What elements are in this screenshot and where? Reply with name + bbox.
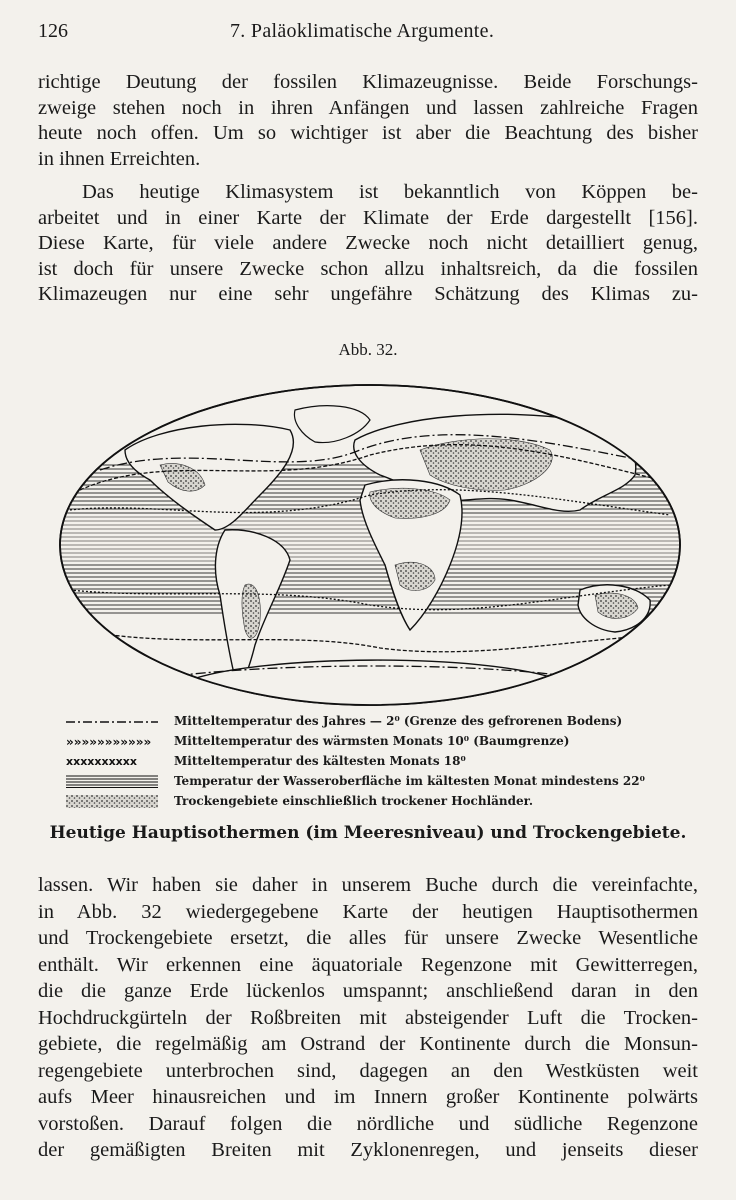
text-line: regengebiete unterbrochen sind, dagegen an den Westküsten weit — [38, 1059, 698, 1082]
text-line: ist doch für unsere Zwecke schon allzu inhaltsreich, da die fossilen — [38, 257, 698, 280]
figure-label: Abb. 32. — [338, 340, 398, 359]
dry-region-south-america — [242, 584, 260, 638]
legend-text: Temperatur der Wasseroberfläche im kältesten Monat mindestens 22⁰ — [174, 774, 645, 788]
legend-item — [66, 752, 706, 772]
dash-dot-line-icon — [66, 715, 158, 728]
text-line: Hochdruckgürteln der Roßbreiten mit absteigender Luft die Trocken- — [38, 1006, 698, 1029]
page-number: 126 — [38, 20, 68, 42]
legend-item — [66, 772, 706, 792]
text-line: lassen. Wir haben sie daher in unserem Buche durch die vereinfachte, — [38, 874, 698, 896]
text-line: Diese Karte, für viele andere Zwecke noch nicht detailliert genug, — [38, 232, 698, 254]
stipple-pattern-icon — [66, 795, 158, 808]
legend-text: Trockengebiete einschließlich trockener Hochländer. — [174, 794, 534, 808]
paragraph-2 — [38, 180, 698, 308]
svg-text:»»»»»»»»»»»: »»»»»»»»»»» — [66, 735, 152, 748]
legend-item — [66, 792, 706, 812]
text-line: Das heutige Klimasystem ist bekanntlich von Köppen be- — [82, 181, 698, 203]
legend-text: Mitteltemperatur des kältesten Monats 18⁰ — [174, 754, 466, 768]
hatched-lines-icon — [66, 775, 158, 788]
text-line: Klimazeugen nur eine sehr ungefähre Schätzung des Klimas zu- — [38, 283, 698, 305]
text-line: und Trockengebiete ersetzt, die alles für unsere Zwecke Wesentliche — [38, 927, 698, 949]
text-line: die die ganze Erde lückenlos umspannt; anschließend daran in den — [38, 980, 698, 1002]
text-line: zweige stehen noch in ihren Anfängen und lassen zahlreiche Fragen — [38, 96, 698, 119]
svg-text:xxxxxxxxxx: xxxxxxxxxx — [66, 755, 137, 768]
text-line: heute noch offen. Um so wichtiger ist aber die Beachtung des bisher — [38, 122, 698, 144]
text-line: arbeitet und in einer Karte der Klimate der Erde dargestellt [156]. — [38, 206, 698, 229]
world-map-figure — [40, 380, 696, 710]
text-line: in ihnen Erreichten. — [38, 147, 201, 170]
legend-text: Mitteltemperatur des wärmsten Monats 10⁰ (Baumgrenze) — [174, 734, 570, 748]
chevron-line-icon — [66, 735, 158, 748]
paragraph-1 — [38, 70, 698, 172]
text-line: enthält. Wir erkennen eine äquatoriale Regenzone mit Gewitterregen, — [38, 953, 698, 976]
text-line: der gemäßigten Breiten mit Zyklonenregen, und jenseits dieser — [38, 1139, 698, 1161]
antarctica-shape — [190, 660, 560, 710]
text-line: gebiete, die regelmäßig am Ostrand der Kontinente durch die Monsun- — [38, 1033, 698, 1055]
text-line: in Abb. 32 wiedergegebene Karte der heutigen Hauptisothermen — [38, 900, 698, 923]
legend-text: Mitteltemperatur des Jahres — 2⁰ (Grenze des gefrorenen Bodens) — [174, 714, 623, 728]
legend-item — [66, 712, 706, 732]
figure-caption: Heutige Hauptisothermen (im Meeresniveau) und Trockengebiete. — [49, 823, 687, 843]
cross-line-icon — [66, 755, 158, 768]
legend-item — [66, 732, 706, 752]
text-line: vorstoßen. Darauf folgen die nördliche und südliche Regenzone — [38, 1112, 698, 1135]
map-legend — [66, 712, 706, 812]
text-line: aufs Meer hinausreichen und im Innern großer Kontinente polwärts — [38, 1086, 698, 1108]
paragraph-3 — [38, 872, 698, 1164]
chapter-title: 7. Paläoklimatische Argumente. — [230, 20, 495, 42]
text-line: richtige Deutung der fossilen Klimazeugnisse. Beide Forschungs- — [38, 71, 698, 93]
running-head — [38, 20, 696, 50]
